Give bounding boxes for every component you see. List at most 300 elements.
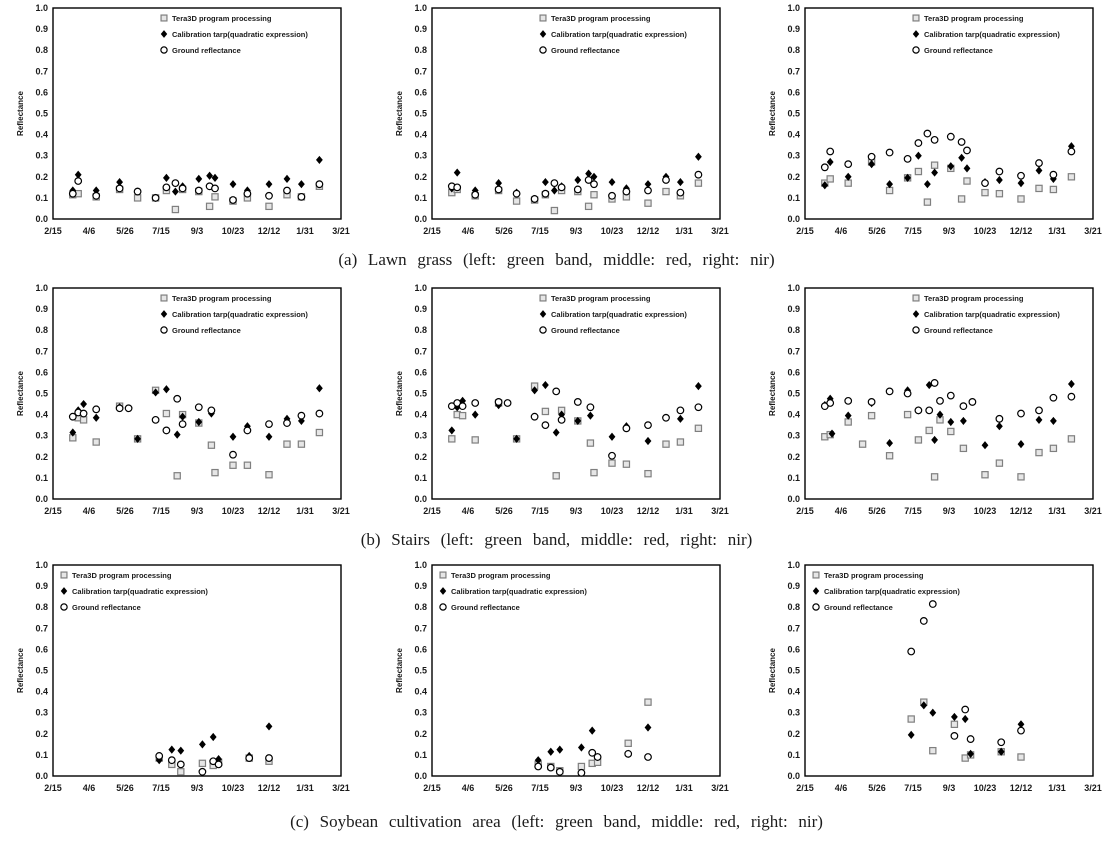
x-tick-label: 1/31	[1048, 506, 1066, 516]
chart-panel-c-red	[392, 557, 763, 805]
circle-marker	[967, 736, 974, 743]
x-tick-label: 9/3	[190, 506, 204, 516]
diamond-marker	[1018, 179, 1025, 187]
legend-label: Ground reflectance	[924, 46, 993, 55]
y-tick-label: 0.4	[35, 409, 48, 420]
x-tick-label: 2/15	[796, 783, 814, 793]
y-tick-label: 1.0	[35, 3, 48, 13]
y-tick-label: 0.9	[414, 24, 427, 35]
legend	[913, 294, 1061, 335]
plot-border	[432, 288, 720, 499]
chart-panel-a-nir	[765, 0, 1113, 248]
square-marker	[514, 198, 520, 204]
x-tick-label: 10/23	[221, 226, 245, 236]
legend-label: Calibration tarp(quadratic expression)	[924, 310, 1060, 319]
caption-b: (b) Stairs (left: green band, middle: red, right: nir)	[360, 530, 753, 549]
circle-marker	[578, 770, 585, 777]
diamond-marker	[472, 411, 479, 419]
circle-marker	[921, 618, 928, 625]
square-marker	[172, 206, 178, 212]
circle-marker	[609, 452, 616, 459]
plot-border	[432, 565, 720, 776]
x-tick-label: 5/26	[495, 226, 513, 236]
square-marker	[905, 412, 911, 418]
y-axis-title: Reflectance	[16, 91, 25, 136]
x-tick-label: 9/3	[569, 226, 583, 236]
x-tick-label: 12/12	[1009, 783, 1033, 793]
square-marker	[695, 425, 701, 431]
diamond-marker	[929, 709, 936, 717]
legend-label: Tera3D program processing	[551, 294, 651, 303]
square-marker	[551, 207, 557, 213]
x-axis-ticks	[423, 783, 729, 793]
circle-marker	[179, 421, 186, 428]
x-tick-label: 9/3	[569, 783, 583, 793]
circle-marker	[1036, 160, 1043, 167]
circle-marker	[169, 757, 176, 764]
square-marker	[813, 572, 819, 578]
circle-marker	[645, 187, 652, 194]
y-tick-label: 1.0	[787, 560, 800, 570]
circle-marker	[557, 768, 564, 775]
diamond-marker	[440, 587, 446, 595]
square-marker	[959, 196, 965, 202]
x-tick-label: 4/6	[834, 506, 848, 516]
circle-marker	[868, 153, 875, 160]
legend-label: Calibration tarp(quadratic expression)	[824, 587, 960, 596]
x-axis-ticks	[423, 226, 729, 236]
x-tick-label: 5/26	[868, 506, 886, 516]
legend-label: Tera3D program processing	[72, 571, 172, 580]
y-tick-label: 0.9	[414, 581, 427, 592]
diamond-marker	[553, 428, 560, 436]
y-tick-label: 0.9	[35, 24, 48, 35]
x-tick-label: 7/15	[531, 226, 549, 236]
x-tick-label: 1/31	[675, 226, 693, 236]
y-tick-label: 1.0	[35, 283, 48, 293]
square-marker	[827, 176, 833, 182]
series-open-circle	[822, 380, 1075, 422]
diamond-marker	[677, 178, 684, 186]
circle-marker	[845, 161, 852, 168]
y-tick-label: 0.0	[35, 771, 48, 781]
x-tick-label: 1/31	[675, 783, 693, 793]
square-marker	[578, 763, 584, 769]
x-axis-ticks	[796, 783, 1102, 793]
square-marker	[1036, 185, 1042, 191]
x-tick-label: 3/21	[1084, 226, 1102, 236]
circle-marker	[134, 188, 141, 195]
y-tick-label: 0.6	[787, 87, 800, 98]
x-tick-label: 1/31	[1048, 783, 1066, 793]
chart-panel-b-green	[13, 280, 384, 528]
square-marker	[1018, 474, 1024, 480]
diamond-marker	[574, 176, 581, 184]
y-tick-label: 0.3	[35, 430, 48, 441]
diamond-marker	[547, 748, 554, 756]
diamond-marker	[996, 176, 1003, 184]
legend-label: Tera3D program processing	[924, 14, 1024, 23]
circle-marker	[913, 47, 919, 53]
y-tick-label: 0.5	[787, 388, 800, 399]
circle-marker	[472, 191, 479, 198]
circle-marker	[969, 399, 976, 406]
diamond-marker	[542, 178, 549, 186]
circle-marker	[931, 137, 938, 144]
x-tick-label: 4/6	[82, 226, 96, 236]
x-tick-label: 7/15	[152, 783, 170, 793]
y-tick-label: 0.6	[787, 367, 800, 378]
y-axis-ticks	[35, 560, 48, 781]
circle-marker	[937, 398, 944, 405]
diamond-marker	[915, 152, 922, 160]
y-axis-ticks	[787, 283, 800, 504]
square-marker	[316, 429, 322, 435]
square-marker	[926, 427, 932, 433]
y-tick-label: 0.8	[35, 325, 48, 336]
x-tick-label: 10/23	[973, 783, 997, 793]
x-tick-label: 12/12	[257, 783, 281, 793]
y-tick-label: 0.9	[787, 24, 800, 35]
x-tick-label: 3/21	[711, 506, 729, 516]
y-tick-label: 0.4	[35, 129, 48, 140]
circle-marker	[904, 390, 911, 397]
x-tick-label: 7/15	[531, 783, 549, 793]
y-tick-label: 0.1	[787, 192, 800, 203]
y-tick-label: 0.0	[787, 771, 800, 781]
diamond-marker	[886, 439, 893, 447]
square-marker	[1050, 186, 1056, 192]
circle-marker	[161, 47, 167, 53]
circle-marker	[244, 427, 251, 434]
y-axis-title: Reflectance	[768, 91, 777, 136]
circle-marker	[827, 400, 834, 407]
square-marker	[913, 295, 919, 301]
diamond-marker	[931, 436, 938, 444]
circle-marker	[998, 739, 1005, 746]
y-tick-label: 0.2	[35, 171, 48, 182]
y-tick-label: 0.9	[35, 581, 48, 592]
square-marker	[930, 748, 936, 754]
square-marker	[860, 441, 866, 447]
y-tick-label: 0.6	[35, 644, 48, 655]
diamond-marker	[212, 174, 219, 182]
circle-marker	[645, 754, 652, 761]
y-axis-title: Reflectance	[768, 371, 777, 416]
scatter-chart-b-nir	[765, 280, 1113, 528]
legend	[161, 14, 309, 55]
series-filled-diamond	[69, 384, 322, 443]
legend	[440, 571, 588, 612]
x-tick-label: 7/15	[904, 783, 922, 793]
y-tick-label: 0.8	[414, 45, 427, 56]
y-tick-label: 0.9	[414, 304, 427, 315]
y-axis-title: Reflectance	[395, 648, 404, 693]
x-tick-label: 5/26	[868, 226, 886, 236]
x-tick-label: 1/31	[296, 226, 314, 236]
legend-label: Tera3D program processing	[924, 294, 1024, 303]
diamond-marker	[645, 437, 652, 445]
x-tick-label: 10/23	[600, 783, 624, 793]
circle-marker	[266, 421, 273, 428]
circle-marker	[531, 196, 538, 203]
square-marker	[887, 453, 893, 459]
y-tick-label: 0.6	[35, 367, 48, 378]
x-axis-ticks	[423, 506, 729, 516]
circle-marker	[178, 761, 185, 768]
square-marker	[208, 442, 214, 448]
square-marker	[1068, 174, 1074, 180]
y-tick-label: 0.1	[35, 472, 48, 483]
x-tick-label: 10/23	[973, 506, 997, 516]
circle-marker	[459, 403, 466, 410]
diamond-marker	[266, 433, 273, 441]
square-marker	[663, 188, 669, 194]
y-axis-ticks	[35, 283, 48, 504]
x-tick-label: 3/21	[1084, 783, 1102, 793]
circle-marker	[440, 604, 446, 610]
circle-marker	[695, 171, 702, 178]
square-marker	[932, 162, 938, 168]
chart-panel-c-nir	[765, 557, 1113, 805]
circle-marker	[125, 405, 132, 412]
x-tick-label: 2/15	[44, 783, 62, 793]
square-marker	[161, 15, 167, 21]
circle-marker	[80, 410, 87, 417]
circle-marker	[625, 751, 632, 758]
square-marker	[1036, 449, 1042, 455]
circle-marker	[172, 180, 179, 187]
y-tick-label: 0.6	[414, 644, 427, 655]
y-axis-title: Reflectance	[395, 371, 404, 416]
diamond-marker	[960, 417, 967, 425]
square-marker	[93, 439, 99, 445]
square-marker	[591, 470, 597, 476]
y-tick-label: 0.3	[414, 430, 427, 441]
circle-marker	[931, 380, 938, 387]
y-axis-title: Reflectance	[395, 91, 404, 136]
series-open-square	[449, 383, 702, 479]
diamond-marker	[695, 382, 702, 390]
square-marker	[1018, 754, 1024, 760]
diamond-marker	[93, 414, 100, 422]
legend-label: Calibration tarp(quadratic expression)	[551, 30, 687, 39]
square-marker	[174, 473, 180, 479]
y-tick-label: 0.4	[414, 129, 427, 140]
y-tick-label: 0.3	[35, 150, 48, 161]
x-tick-label: 10/23	[973, 226, 997, 236]
square-marker	[1068, 436, 1074, 442]
circle-marker	[316, 410, 323, 417]
diamond-marker	[542, 381, 549, 389]
y-tick-label: 0.6	[414, 367, 427, 378]
y-axis-title: Reflectance	[16, 648, 25, 693]
y-tick-label: 0.8	[787, 45, 800, 56]
circle-marker	[454, 184, 461, 191]
y-tick-label: 0.2	[35, 451, 48, 462]
circle-marker	[1050, 394, 1057, 401]
circle-marker	[677, 407, 684, 414]
diamond-marker	[556, 746, 563, 754]
plot-border	[53, 565, 341, 776]
diamond-marker	[908, 731, 915, 739]
x-axis-ticks	[44, 226, 350, 236]
series-filled-diamond	[535, 723, 652, 764]
square-marker	[587, 440, 593, 446]
y-axis-ticks	[787, 560, 800, 781]
square-marker	[540, 15, 546, 21]
y-tick-label: 0.7	[35, 346, 48, 357]
square-marker	[663, 441, 669, 447]
y-tick-label: 0.0	[414, 771, 427, 781]
circle-marker	[609, 192, 616, 199]
square-marker	[212, 194, 218, 200]
x-tick-label: 7/15	[531, 506, 549, 516]
square-marker	[178, 769, 184, 775]
square-marker	[982, 190, 988, 196]
y-tick-label: 0.8	[787, 602, 800, 613]
diamond-marker	[913, 310, 919, 318]
chart-panel-a-red	[392, 0, 763, 248]
circle-marker	[886, 388, 893, 395]
y-tick-label: 0.2	[787, 171, 800, 182]
chart-panel-b-nir	[765, 280, 1113, 528]
diamond-marker	[298, 180, 305, 188]
y-axis-title: Reflectance	[768, 648, 777, 693]
y-tick-label: 0.2	[787, 728, 800, 739]
x-axis-ticks	[796, 226, 1102, 236]
square-marker	[869, 413, 875, 419]
diamond-marker	[195, 175, 202, 183]
square-marker	[472, 437, 478, 443]
legend-label: Ground reflectance	[451, 603, 520, 612]
square-marker	[695, 180, 701, 186]
diamond-marker	[587, 412, 594, 420]
circle-marker	[196, 187, 203, 194]
y-tick-label: 0.2	[787, 451, 800, 462]
y-axis-ticks	[414, 560, 427, 781]
x-tick-label: 5/26	[116, 226, 134, 236]
circle-marker	[594, 754, 601, 761]
diamond-marker	[1068, 380, 1075, 388]
square-marker	[924, 199, 930, 205]
circle-marker	[623, 425, 630, 432]
diamond-marker	[1036, 416, 1043, 424]
circle-marker	[591, 181, 598, 188]
square-marker	[623, 461, 629, 467]
circle-marker	[915, 140, 922, 147]
circle-marker	[1018, 727, 1025, 734]
diamond-marker	[316, 384, 323, 392]
chart-panel-a-green	[13, 0, 384, 248]
y-tick-label: 0.3	[787, 707, 800, 718]
diamond-marker	[210, 733, 217, 741]
x-tick-label: 5/26	[116, 506, 134, 516]
legend	[540, 14, 688, 55]
circle-marker	[982, 180, 989, 187]
square-marker	[540, 295, 546, 301]
legend	[813, 571, 961, 612]
y-tick-label: 0.8	[35, 602, 48, 613]
circle-marker	[208, 407, 215, 414]
circle-marker	[924, 130, 931, 137]
x-tick-label: 12/12	[636, 506, 660, 516]
square-marker	[266, 203, 272, 209]
diamond-marker	[316, 156, 323, 164]
square-marker	[230, 462, 236, 468]
diamond-marker	[589, 727, 596, 735]
x-tick-label: 3/21	[1084, 506, 1102, 516]
series-filled-diamond	[821, 380, 1074, 449]
circle-marker	[163, 184, 170, 191]
diamond-marker	[947, 418, 954, 426]
legend-label: Tera3D program processing	[451, 571, 551, 580]
y-tick-label: 0.7	[787, 66, 800, 77]
x-tick-label: 4/6	[834, 226, 848, 236]
circle-marker	[548, 764, 555, 771]
x-tick-label: 3/21	[711, 783, 729, 793]
y-tick-label: 0.5	[35, 665, 48, 676]
y-tick-label: 0.5	[414, 388, 427, 399]
series-open-circle	[908, 601, 1024, 746]
circle-marker	[822, 164, 829, 171]
circle-marker	[244, 190, 251, 197]
circle-marker	[540, 47, 546, 53]
circle-marker	[1068, 393, 1075, 400]
square-marker	[915, 437, 921, 443]
y-tick-label: 0.3	[35, 707, 48, 718]
y-tick-label: 0.6	[35, 87, 48, 98]
circle-marker	[575, 399, 582, 406]
circle-marker	[677, 189, 684, 196]
square-marker	[960, 445, 966, 451]
circle-marker	[116, 405, 123, 412]
square-marker	[948, 428, 954, 434]
x-tick-label: 12/12	[257, 226, 281, 236]
circle-marker	[587, 404, 594, 411]
legend-label: Tera3D program processing	[824, 571, 924, 580]
series-open-square	[70, 387, 323, 479]
square-marker	[591, 192, 597, 198]
x-tick-label: 3/21	[332, 783, 350, 793]
circle-marker	[230, 451, 237, 458]
circle-marker	[152, 195, 159, 202]
series-open-square	[449, 180, 702, 214]
circle-marker	[623, 188, 630, 195]
x-tick-label: 9/3	[569, 506, 583, 516]
y-tick-label: 0.1	[414, 749, 427, 760]
diamond-marker	[677, 415, 684, 423]
y-tick-label: 0.4	[414, 686, 427, 697]
diamond-marker	[80, 400, 87, 408]
y-tick-label: 0.3	[414, 707, 427, 718]
square-marker	[449, 436, 455, 442]
square-marker	[996, 460, 1002, 466]
y-tick-label: 0.1	[414, 192, 427, 203]
diamond-marker	[695, 153, 702, 161]
square-marker	[542, 408, 548, 414]
legend-label: Calibration tarp(quadratic expression)	[72, 587, 208, 596]
circle-marker	[230, 197, 237, 204]
square-marker	[440, 572, 446, 578]
circle-marker	[116, 185, 123, 192]
circle-marker	[1018, 172, 1025, 179]
x-tick-label: 5/26	[495, 506, 513, 516]
circle-marker	[61, 604, 67, 610]
circle-marker	[531, 413, 538, 420]
y-tick-label: 0.8	[414, 325, 427, 336]
legend-label: Ground reflectance	[824, 603, 893, 612]
